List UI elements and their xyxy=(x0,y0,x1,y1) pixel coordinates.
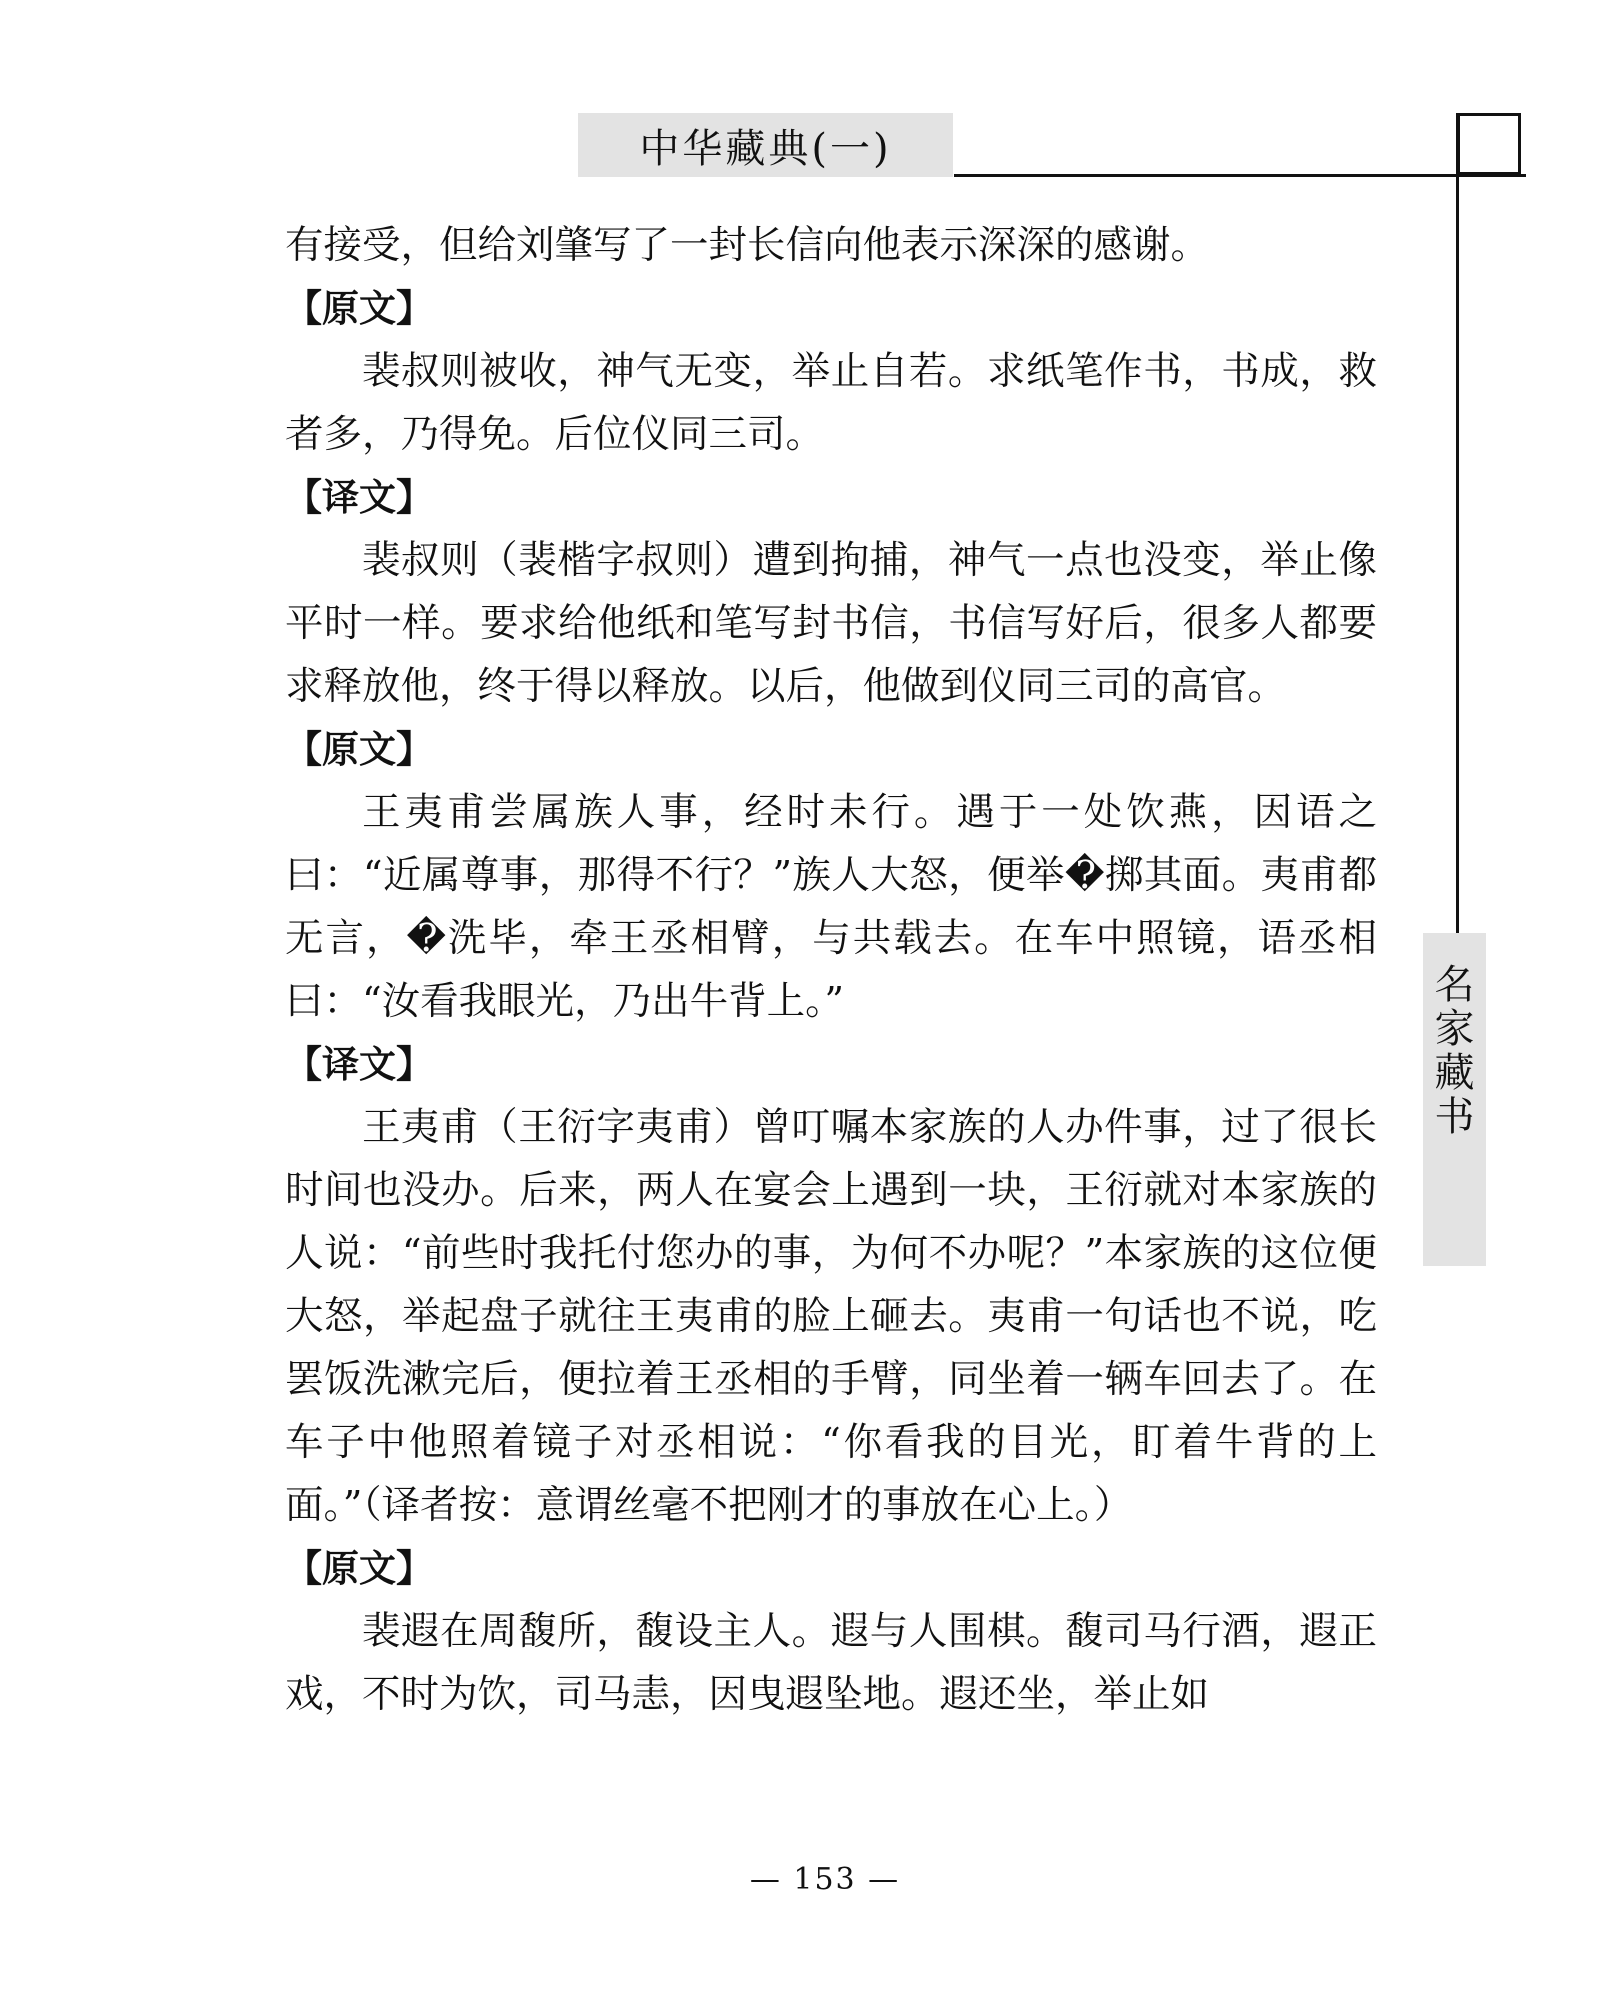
continuation-text: 有接受，但给刘肇写了一封长信向他表示深深的感谢。 xyxy=(285,223,1210,268)
main-text xyxy=(285,214,1377,1726)
side-tab-char: 藏 xyxy=(1434,1050,1475,1096)
corner-box xyxy=(1457,113,1521,175)
section-heading-original: 【原文】 xyxy=(285,1547,433,1590)
book-title: 中华藏典(一) xyxy=(578,113,953,177)
original-text-paragraph: 裴遐在周馥所，馥设主人。遐与人围棋。馥司马行酒，遐正戏，不时为饮，司马恚，因曳遐坠地。遐还坐，举止如 xyxy=(285,1609,1377,1717)
side-tab-char: 家 xyxy=(1434,1006,1475,1052)
original-text-paragraph: 裴叔则被收，神气无变，举止自若。求纸笔作书，书成，救者多，乃得免。后位仪同三司。 xyxy=(285,349,1377,457)
side-tab-char: 书 xyxy=(1434,1094,1475,1140)
section-heading-translation: 【译文】 xyxy=(285,476,433,519)
side-rule xyxy=(1456,113,1459,933)
header-rule xyxy=(954,174,1526,177)
section-heading-translation: 【译文】 xyxy=(285,1043,433,1086)
side-tab-char: 名 xyxy=(1434,962,1475,1008)
page-number: — 153 — xyxy=(749,1862,901,1897)
side-tab xyxy=(1423,933,1486,1266)
section-heading-original: 【原文】 xyxy=(285,728,433,771)
original-text-paragraph: 王夷甫尝属族人事，经时未行。遇于一处饮燕，因语之曰：“近属尊事，那得不行？”族人大怒，便举�掷其面。夷甫都无言，�洗毕，牵王丞相臂，与共载去。在车中照镜，语丞相曰：“汝看我眼光，乃出牛背上。” xyxy=(285,790,1377,1024)
section-heading-original: 【原文】 xyxy=(285,287,433,330)
translation-paragraph: 王夷甫（王衍字夷甫）曾叮嘱本家族的人办件事，过了很长时间也没办。后来，两人在宴会上遇到一块，王衍就对本家族的人说：“前些时我托付您办的事，为何不办呢？”本家族的这位便大怒，举起盘子就往王夷甫的脸上砸去。夷甫一句话也不说，吃罢饭洗漱完后，便拉着王丞相的手臂，同坐着一辆车回去了。在车子中他照着镜子对丞相说：“你看我的目光，盯着牛背的上面。”（译者按：意谓丝毫不把刚才的事放在心上。） xyxy=(285,1105,1377,1528)
translation-paragraph: 裴叔则（裴楷字叔则）遭到拘捕，神气一点也没变，举止像平时一样。要求给他纸和笔写封书信，书信写好后，很多人都要求释放他，终于得以释放。以后，他做到仪同三司的高官。 xyxy=(285,538,1377,709)
